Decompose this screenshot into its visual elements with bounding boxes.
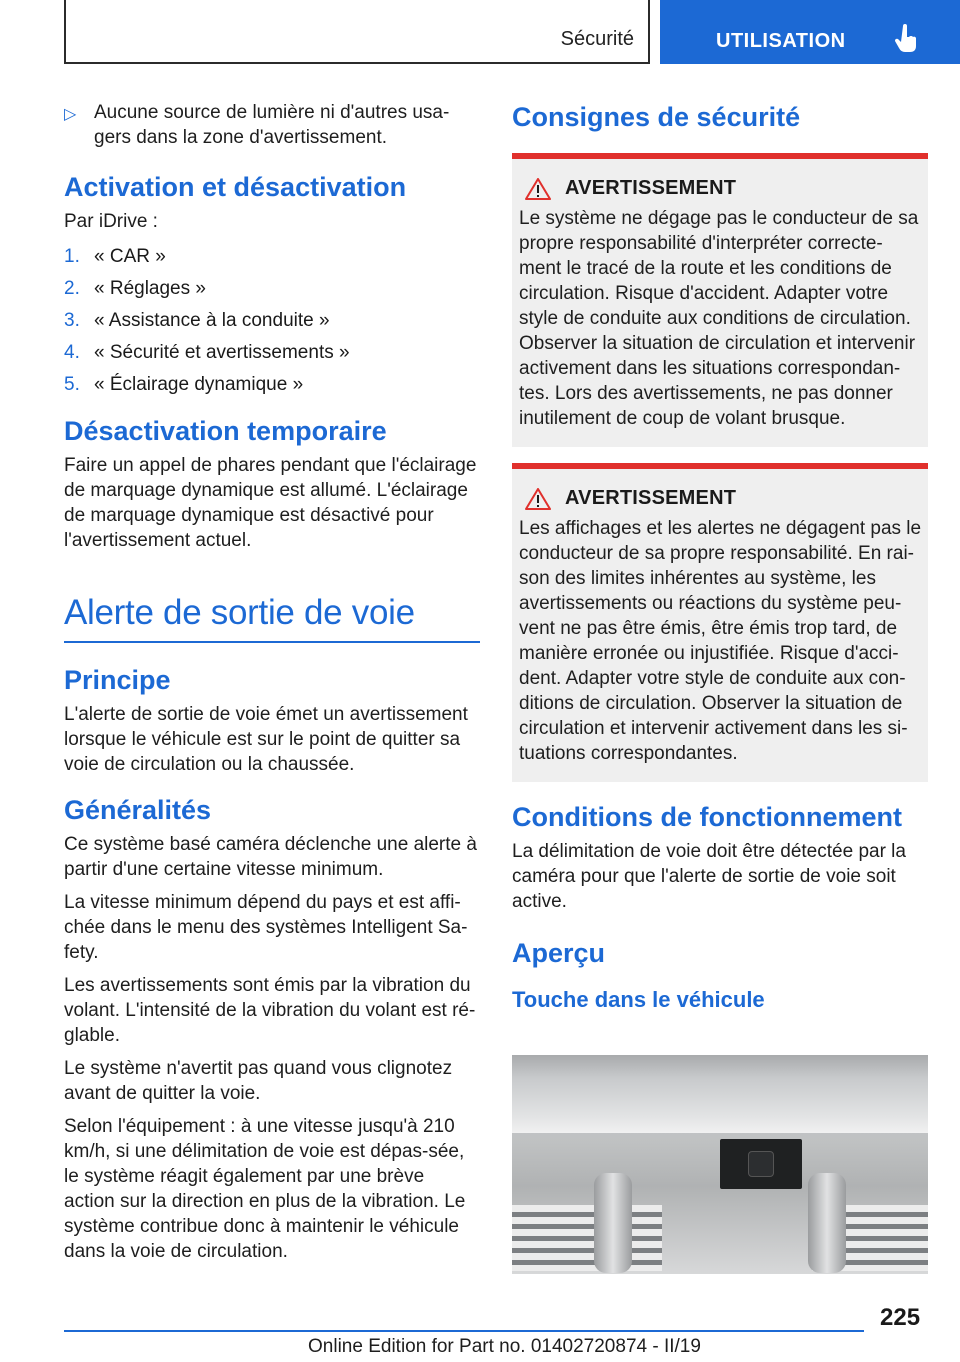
vehicle-button-photo [512, 1055, 928, 1274]
warning-header [519, 177, 922, 200]
vent-knob-left [594, 1173, 632, 1273]
warning-title: AVERTISSEMENT [565, 177, 737, 199]
generalites-paragraph: Les avertissements sont émis par la vibration du volant. L'intensité de la vibration du volant est ré-glable. [64, 975, 476, 1046]
conditions-text: La délimitation de voie doit être détectée par la caméra pour que l'alerte de sortie de voie soit active. [512, 841, 906, 912]
warning-title: AVERTISSEMENT [565, 487, 737, 509]
step-item [64, 244, 480, 276]
triangle-bullet-icon: ▷ [64, 106, 77, 123]
activation-heading: Activation et désactivation [64, 172, 407, 202]
footer-edition: Online Edition for Part no. 01402720874 - II/19 [308, 1336, 701, 1357]
pointing-hand-icon [894, 24, 920, 54]
warning-triangle-icon [525, 488, 551, 510]
generalites-paragraph: La vitesse minimum dépend du pays et est affi-chée dans le menu des systèmes Intelligent Sa-fety. [64, 892, 468, 963]
step-number: 4. [64, 342, 80, 363]
header-chapter-label: UTILISATION [716, 30, 846, 52]
conditions-heading: Conditions de fonctionnement [512, 802, 902, 832]
warning-box [512, 153, 928, 447]
header-chapter-tab [660, 0, 960, 64]
step-text: « Réglages » [94, 278, 206, 299]
generalites-paragraph: Selon l'équipement : à une vitesse jusqu'à 210 km/h, si une délimitation de voie est dépas-sée, le système réagit également par une brève action sur la direction en plus de la vibration. Le système contribue donc à maintenir le véhicule dans la voie de circulation. [64, 1116, 466, 1262]
vent-knob-right [808, 1173, 846, 1273]
right-column [512, 100, 928, 1023]
temporary-deactivation-text: Faire un appel de phares pendant que l'éclairage de marquage dynamique est allumé. L'éclairage de marquage dynamique est désactivé pour l'avertissement actuel. [64, 455, 477, 551]
step-number: 2. [64, 278, 80, 299]
warning-box [512, 463, 928, 782]
bullet-text: Aucune source de lumière ni d'autres usa-gers dans la zone d'avertissement. [94, 102, 450, 148]
step-text: « CAR » [94, 246, 166, 267]
step-item [64, 340, 480, 372]
warning-text: Le système ne dégage pas le conducteur de sa propre responsabilité d'interpréter correcte-ment le tracé de la route et les conditions de circulation. Risque d'accident. Adapter votre style de conduite aux conditions de circulation. Observer la situation de circulation et intervenir activement dans les situations correspondan-tes. Lors des avertissements, ne pas donner inutilement de coup de volant brusque. [519, 208, 919, 429]
step-number: 1. [64, 246, 80, 267]
page-number: 225 [880, 1304, 921, 1331]
principe-heading: Principe [64, 665, 171, 695]
generalites-heading: Généralités [64, 795, 212, 825]
footer-rule [64, 1330, 864, 1332]
step-item [64, 276, 480, 308]
principe-text: L'alerte de sortie de voie émet un avertissement lorsque le véhicule est sur le point de quitter sa voie de circulation ou la chaussée. [64, 704, 468, 775]
warning-header [519, 487, 922, 510]
dashboard-trim [512, 1055, 928, 1133]
step-text: « Assistance à la conduite » [94, 310, 330, 331]
chapter-title: Alerte de sortie de voie [64, 593, 480, 643]
warning-text: Les affichages et les alertes ne dégagent pas le conducteur de sa propre responsabilité. En rai-son des limites inhérentes au système, les avertissements ou réactions du système peu-vent ne pas être émis, être émis trop tard, de manière erronée ou injustifiée. Risque d'acci-dent. Adapter votre style de conduite aux con-ditions de circulation. Observer la situation de circulation et intervenir activement dans les si-tuations correspondantes. [519, 518, 922, 764]
header-section-title: Sécurité [560, 28, 634, 50]
activation-steps [64, 244, 480, 404]
header-section-box [64, 0, 650, 64]
touche-heading: Touche dans le véhicule [512, 987, 765, 1012]
lane-departure-button-icon [748, 1151, 774, 1177]
generalites-paragraph: Le système n'avertit pas quand vous clignotez avant de quitter la voie. [64, 1058, 453, 1104]
apercu-heading: Aperçu [512, 938, 606, 968]
warning-triangle-icon [525, 178, 551, 200]
activation-intro: Par iDrive : [64, 211, 158, 232]
step-text: « Éclairage dynamique » [94, 374, 304, 395]
step-item [64, 308, 480, 340]
air-vent-left [512, 1205, 662, 1271]
safety-heading: Consignes de sécurité [512, 102, 801, 132]
left-column [64, 100, 480, 1272]
bullet-item [64, 100, 480, 150]
step-text: « Sécurité et avertissements » [94, 342, 350, 363]
step-number: 3. [64, 310, 80, 331]
step-number: 5. [64, 374, 80, 395]
temporary-deactivation-heading: Désactivation temporaire [64, 416, 387, 446]
step-item [64, 372, 480, 404]
generalites-paragraph: Ce système basé caméra déclenche une alerte à partir d'une certaine vitesse minimum. [64, 834, 477, 880]
